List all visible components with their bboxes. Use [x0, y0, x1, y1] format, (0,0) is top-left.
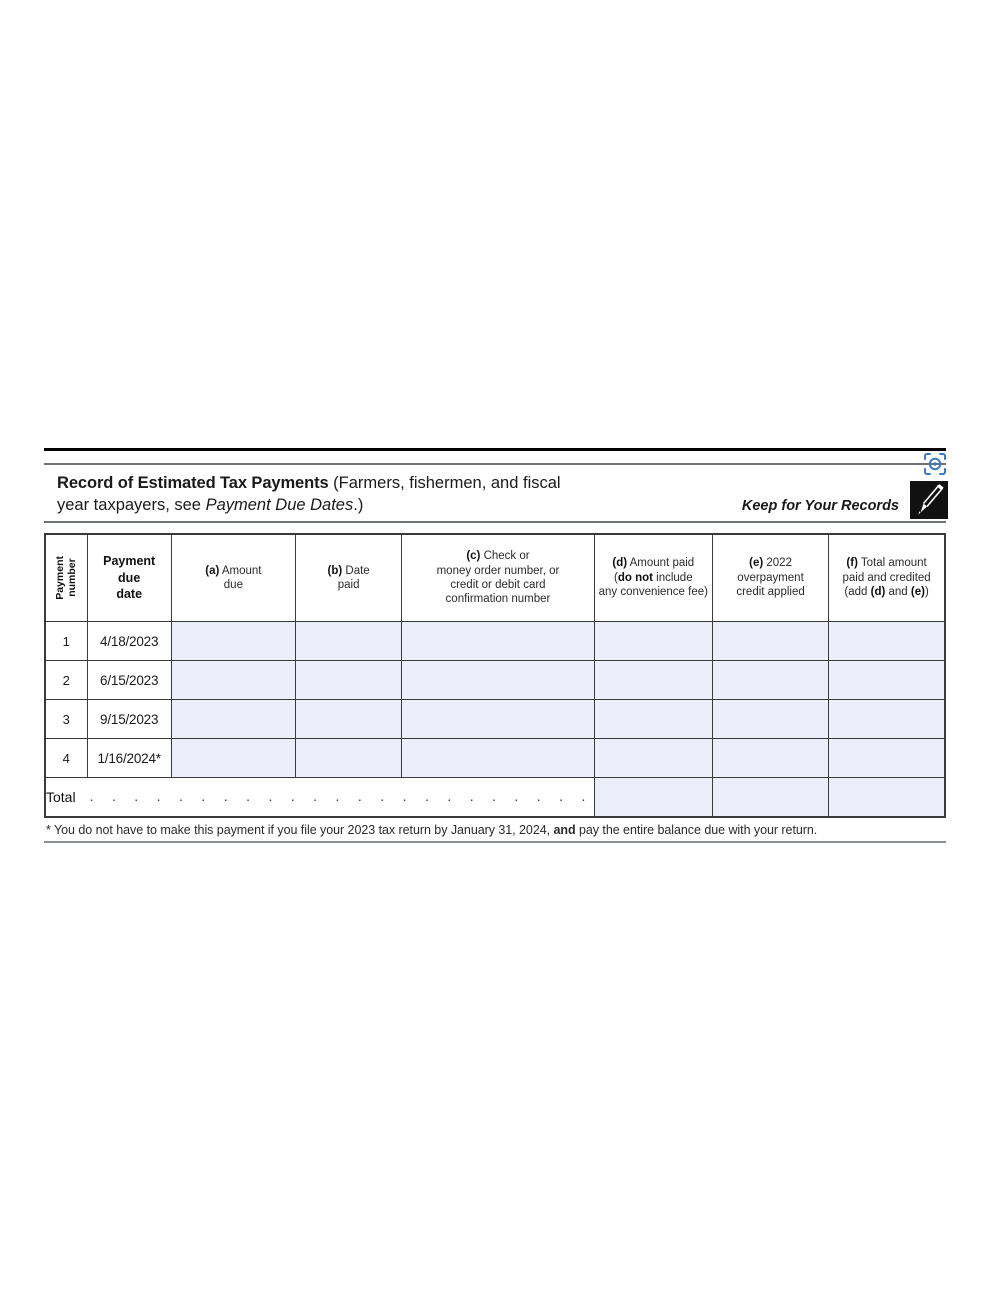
header-col-d-line2 — [595, 571, 712, 585]
header-col-e-text: 2022 overpayment credit applied — [736, 557, 805, 599]
header-col-f-line3-mid: and — [885, 586, 911, 599]
total-label: Total — [46, 789, 76, 805]
header-col-c-letter: (c) — [466, 550, 481, 563]
header-col-c-text: Check or money order number, or credit or debit card confirmation number — [436, 550, 560, 606]
row-3-amount-due-field[interactable] — [171, 700, 295, 739]
dot-leader: . — [536, 788, 541, 804]
dot-leader: . — [514, 788, 519, 804]
rule-spacer — [44, 451, 946, 463]
header-col-d-line2-pre: ( — [613, 571, 618, 584]
row-2-check-number-field[interactable] — [402, 661, 594, 700]
header-col-f-line3-d: (d) — [870, 586, 886, 599]
footnote-pre: * You do not have to make this payment if you file your 2023 tax return by January 31, 2024, — [46, 823, 554, 837]
row-1-due-date: 4/18/2023 — [87, 622, 171, 661]
section-title-strong: Record of Estimated Tax Payments — [57, 474, 329, 492]
header-col-f-total-amount — [829, 534, 945, 622]
dot-leader: . — [134, 788, 139, 804]
header-col-f-letter: (f) — [846, 557, 858, 570]
row-3-amount-paid-field[interactable] — [594, 700, 712, 739]
total-dot-leaders — [90, 789, 594, 803]
header-col-e-letter: (e) — [749, 557, 764, 570]
header-col-f-line3-pre: (add — [844, 586, 871, 599]
row-4-amount-paid-field[interactable] — [594, 739, 712, 778]
header-col-a-amount-due — [171, 534, 295, 622]
section-title-line2-pre: year taxpayers, see — [57, 496, 206, 514]
section-title-line2-post: .) — [353, 496, 364, 514]
dot-leader: . — [290, 788, 295, 804]
header-col-a-text: Amount due — [221, 564, 262, 591]
footnote-post: pay the entire balance due with your return. — [575, 823, 818, 837]
row-2-date-paid-field[interactable] — [296, 661, 402, 700]
section-title-rest: (Farmers, fishermen, and fiscal — [328, 474, 561, 492]
row-2-payment-number: 2 — [45, 661, 87, 700]
dot-leader: . — [179, 788, 183, 804]
dot-leader: . — [447, 788, 452, 804]
table-row — [45, 700, 945, 739]
header-col-d-line2-bold: do not — [617, 571, 653, 584]
dot-leader: . — [424, 788, 429, 804]
title-bottom-rule — [44, 521, 946, 523]
row-3-overpayment-credit-field[interactable] — [712, 700, 828, 739]
table-row — [45, 661, 945, 700]
dot-leader: . — [402, 788, 407, 804]
table-total-row — [45, 778, 945, 818]
header-col-f-line1 — [829, 556, 944, 570]
total-overpayment-credit-field[interactable] — [712, 778, 828, 818]
section-title-band — [44, 465, 946, 521]
row-2-amount-paid-field[interactable] — [594, 661, 712, 700]
dot-leader: . — [268, 788, 273, 804]
dot-leader: . — [313, 788, 318, 804]
dot-leader: . — [559, 788, 564, 804]
row-4-due-date: 1/16/2024* — [87, 739, 171, 778]
footnote — [44, 818, 946, 841]
header-col-f-line3-post: ) — [924, 586, 929, 599]
payment-due-dates-reference[interactable]: Payment Due Dates — [205, 496, 354, 514]
header-col-b-text: Date paid — [337, 564, 370, 591]
row-2-total-paid-field[interactable] — [829, 661, 945, 700]
section-title-line2 — [57, 496, 697, 515]
row-2-due-date: 6/15/2023 — [87, 661, 171, 700]
header-col-f-line1-text: Total amount — [857, 557, 927, 570]
row-4-date-paid-field[interactable] — [296, 739, 402, 778]
header-col-a-letter: (a) — [205, 564, 220, 577]
dot-leader: . — [335, 788, 340, 804]
row-4-amount-due-field[interactable] — [171, 739, 295, 778]
header-col-e-overpayment-credit — [712, 534, 828, 622]
header-col-d-line2-post: include — [652, 571, 693, 584]
row-1-amount-due-field[interactable] — [171, 622, 295, 661]
row-1-overpayment-credit-field[interactable] — [712, 622, 828, 661]
row-2-amount-due-field[interactable] — [171, 661, 295, 700]
row-3-due-date: 9/15/2023 — [87, 700, 171, 739]
table-row — [45, 622, 945, 661]
row-3-date-paid-field[interactable] — [296, 700, 402, 739]
table-header — [45, 534, 945, 622]
dot-leader: . — [380, 788, 385, 804]
dot-leader: . — [357, 788, 362, 804]
header-payment-due-date-label: Payment due date — [103, 554, 156, 602]
dot-leader: . — [201, 788, 206, 804]
section-title — [57, 474, 697, 515]
dot-leader: . — [89, 788, 94, 804]
row-1-check-number-field[interactable] — [402, 622, 594, 661]
total-amount-paid-field[interactable] — [594, 778, 712, 818]
table-header-row — [45, 534, 945, 622]
record-of-estimated-tax-payments-section — [44, 448, 946, 843]
dot-leader: . — [469, 788, 474, 804]
header-col-d-line1 — [595, 556, 712, 570]
estimated-tax-payments-table — [44, 533, 946, 818]
dot-leader: . — [246, 788, 250, 804]
header-payment-number — [45, 534, 87, 622]
footnote-bold: and — [553, 823, 576, 837]
row-1-total-paid-field[interactable] — [829, 622, 945, 661]
header-col-d-amount-paid — [594, 534, 712, 622]
pen-signature-icon[interactable] — [910, 481, 948, 519]
total-label-cell — [45, 778, 594, 818]
table-body — [45, 622, 945, 818]
header-col-b-date-paid — [296, 534, 402, 622]
section-bottom-rule — [44, 841, 946, 843]
dot-leader: . — [156, 788, 161, 804]
row-4-check-number-field[interactable] — [402, 739, 594, 778]
section-title-line1 — [57, 474, 697, 493]
row-3-total-paid-field[interactable] — [829, 700, 945, 739]
row-1-date-paid-field[interactable] — [296, 622, 402, 661]
dot-leader: . — [111, 788, 116, 804]
row-3-payment-number: 3 — [45, 700, 87, 739]
header-col-d-line1-text: Amount paid — [627, 557, 695, 570]
row-1-payment-number: 1 — [45, 622, 87, 661]
row-4-overpayment-credit-field[interactable] — [712, 739, 828, 778]
keep-for-your-records-note: Keep for Your Records — [741, 498, 899, 514]
scan-focus-icon[interactable] — [922, 451, 948, 477]
row-1-amount-paid-field[interactable] — [594, 622, 712, 661]
row-2-overpayment-credit-field[interactable] — [712, 661, 828, 700]
header-col-d-line3: any convenience fee) — [598, 586, 708, 599]
header-col-f-line3 — [829, 585, 944, 599]
row-4-payment-number: 4 — [45, 739, 87, 778]
header-col-f-line2: paid and credited — [842, 571, 931, 584]
dot-leader: . — [581, 788, 586, 804]
header-payment-due-date — [87, 534, 171, 622]
header-col-d-letter: (d) — [612, 557, 628, 570]
header-col-b-letter: (b) — [327, 564, 343, 577]
dot-leader: . — [492, 788, 496, 804]
row-4-total-paid-field[interactable] — [829, 739, 945, 778]
dot-leader: . — [223, 788, 228, 804]
table-row — [45, 739, 945, 778]
total-total-paid-field[interactable] — [829, 778, 945, 818]
header-col-f-line3-e: (e) — [910, 586, 925, 599]
header-payment-number-label: Payment number — [54, 556, 79, 600]
row-3-check-number-field[interactable] — [402, 700, 594, 739]
header-col-c-check-number — [402, 534, 594, 622]
